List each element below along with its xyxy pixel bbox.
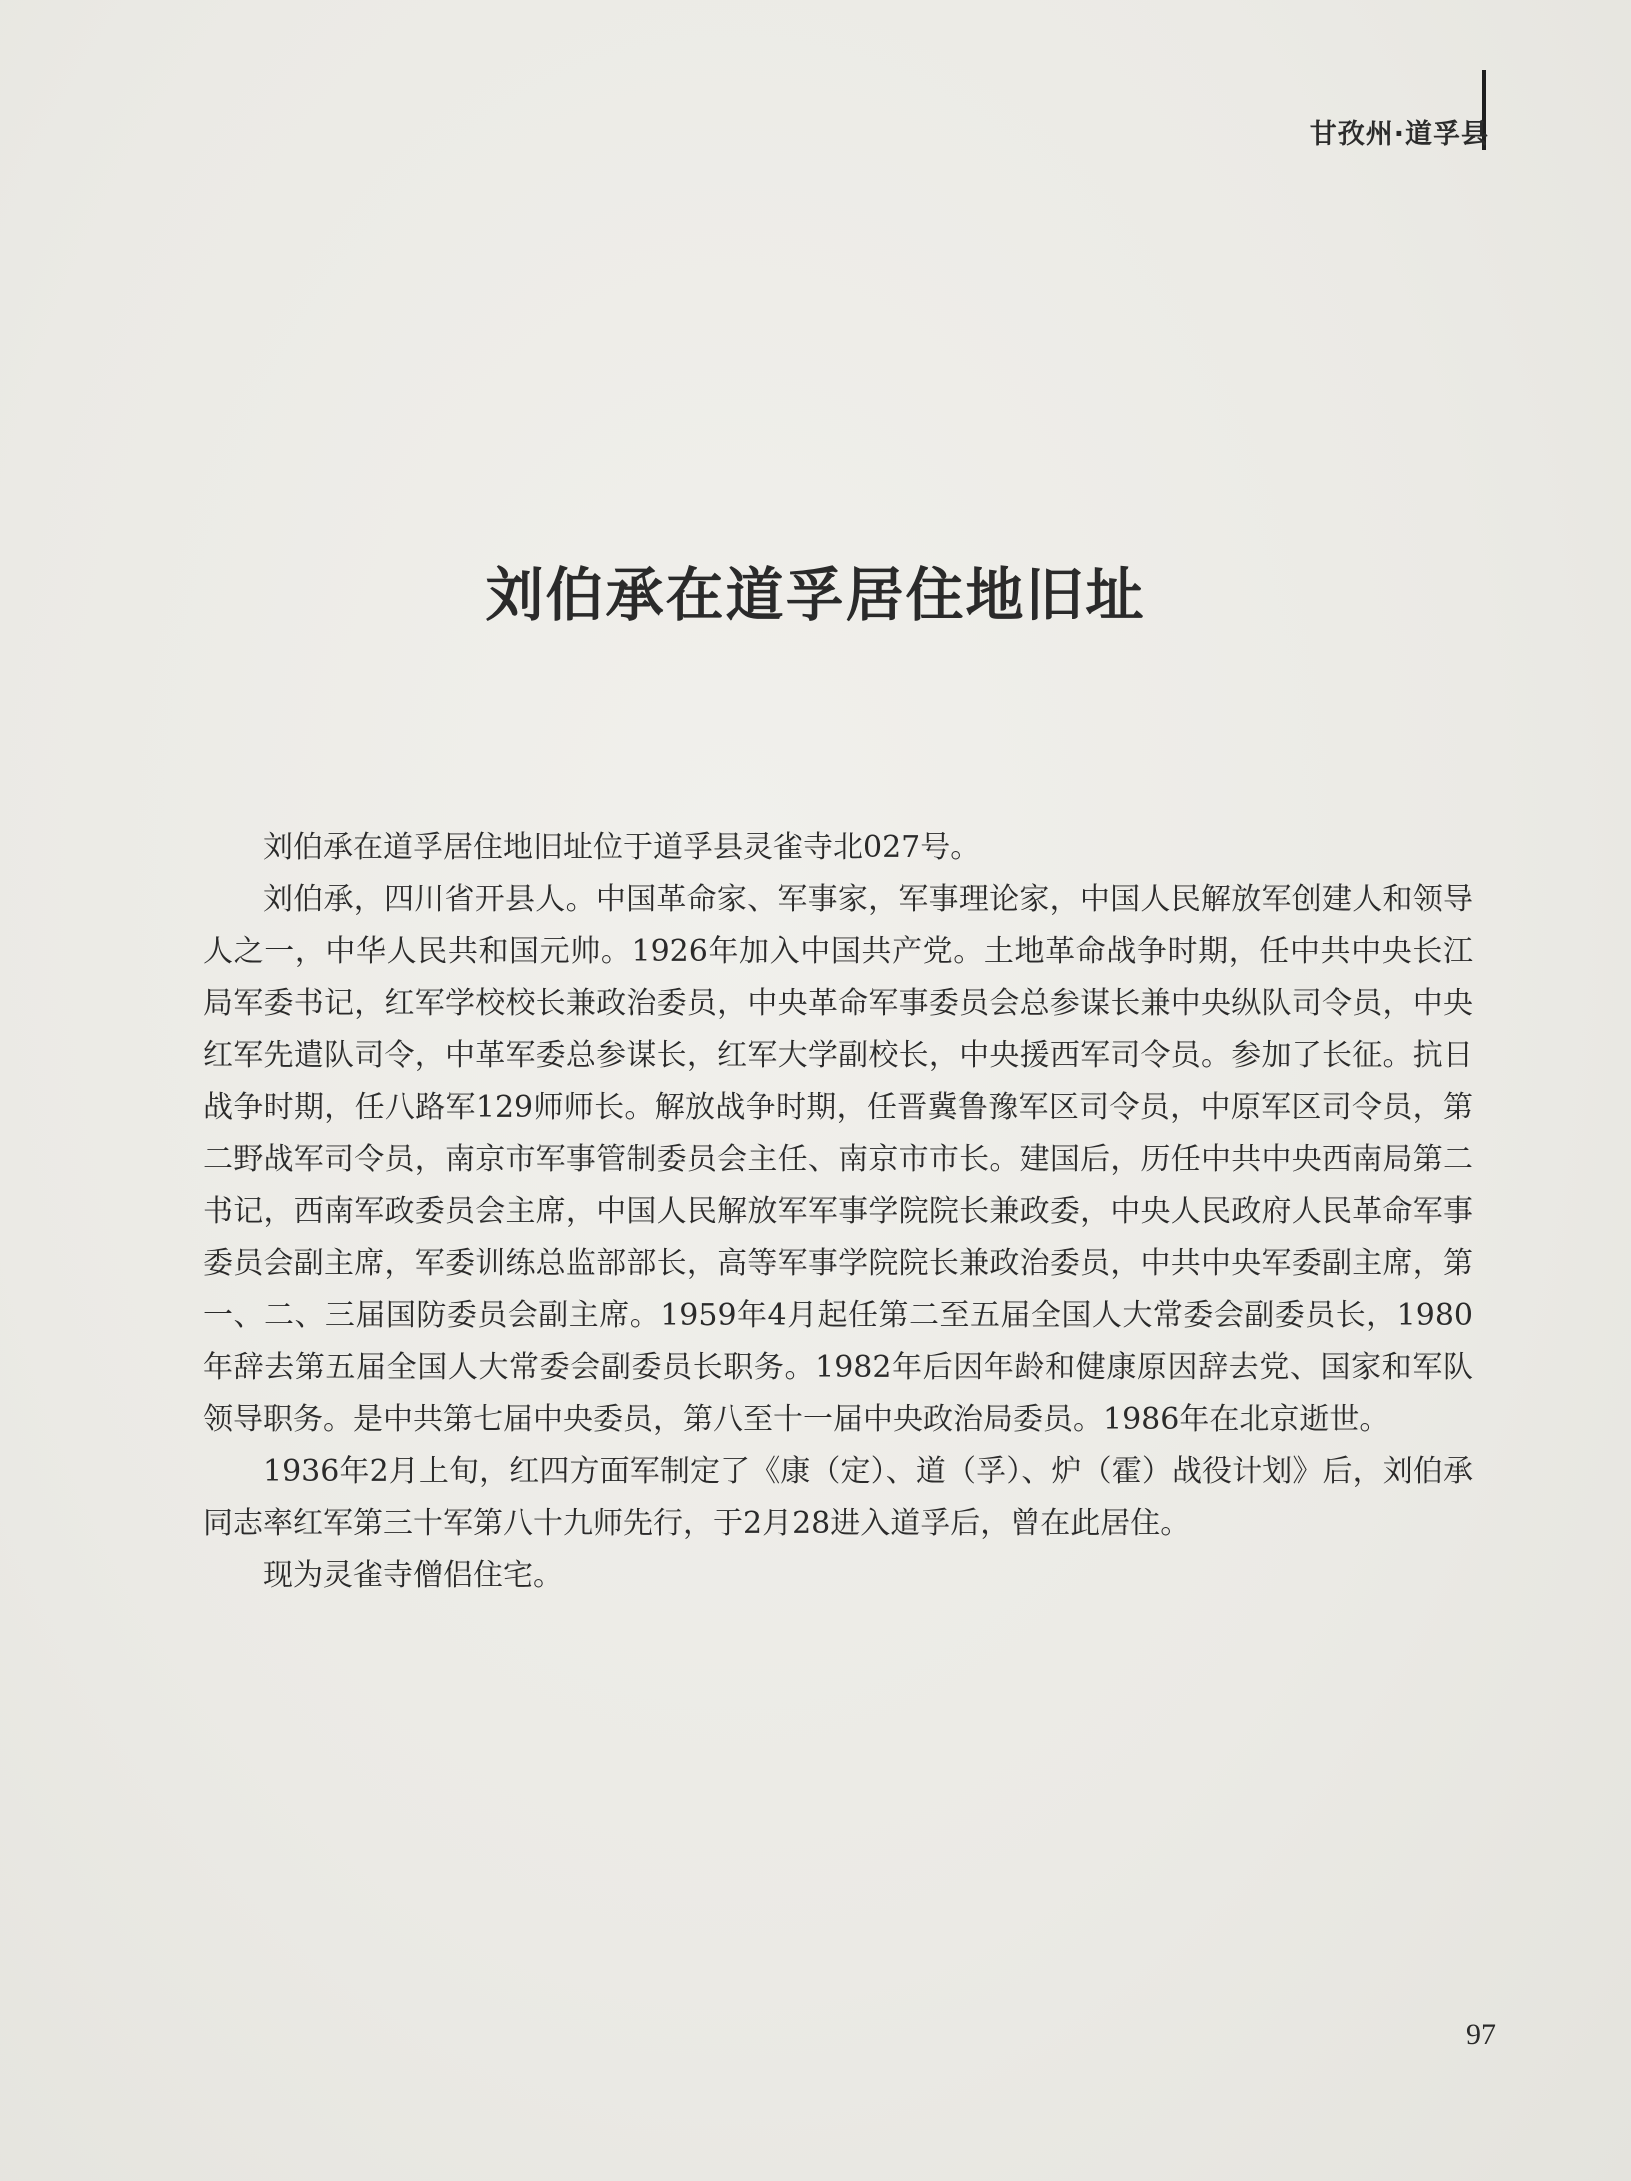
page-number: 97: [1466, 2018, 1496, 2051]
paragraph-biography: 刘伯承，四川省开县人。中国革命家、军事家，军事理论家，中国人民解放军创建人和领导人之一，中华人民共和国元帅。1926年加入中国共产党。土地革命战争时期，任中共中央长江局军委书记，红军学校校长兼政治委员，中央革命军事委员会总参谋长兼中央纵队司令员，中央红军先遣队司令，中革军委总参谋长，红军大学副校长，中央援西军司令员。参加了长征。抗日战争时期，任八路军129师师长。解放战争时期，任晋冀鲁豫军区司令员，中原军区司令员，第二野战军司令员，南京市军事管制委员会主任、南京市市长。建国后，历任中共中央西南局第二书记，西南军政委员会主席，中国人民解放军军事学院院长兼政委，中央人民政府人民革命军事委员会副主席，军委训练总监部部长，高等军事学院院长兼政治委员，中共中央军委副主席，第一、二、三届国防委员会副主席。1959年4月起任第二至五届全国人大常委会副委员长，1980年辞去第五届全国人大常委会副委员长职务。1982年后因年龄和健康原因辞去党、国家和军队领导职务。是中共第七届中央委员，第八至十一届中央政治局委员。1986年在北京逝世。: [203, 882, 1473, 1437]
paragraph-current-use: 现为灵雀寺僧侣住宅。: [263, 1558, 563, 1593]
article-body: [203, 822, 1473, 1602]
paragraph-history: 1936年2月上旬，红四方面军制定了《康（定）、道（孚）、炉（霍）战役计划》后，刘伯承同志率红军第三十军第八十九师先行，于2月28进入道孚后，曾在此居住。: [203, 1454, 1473, 1541]
page-title: 刘伯承在道孚居住地旧址: [485, 561, 1146, 629]
paragraph-location: 刘伯承在道孚居住地旧址位于道孚县灵雀寺北027号。: [263, 830, 981, 865]
running-header: 甘孜州·道孚县: [1309, 119, 1489, 150]
